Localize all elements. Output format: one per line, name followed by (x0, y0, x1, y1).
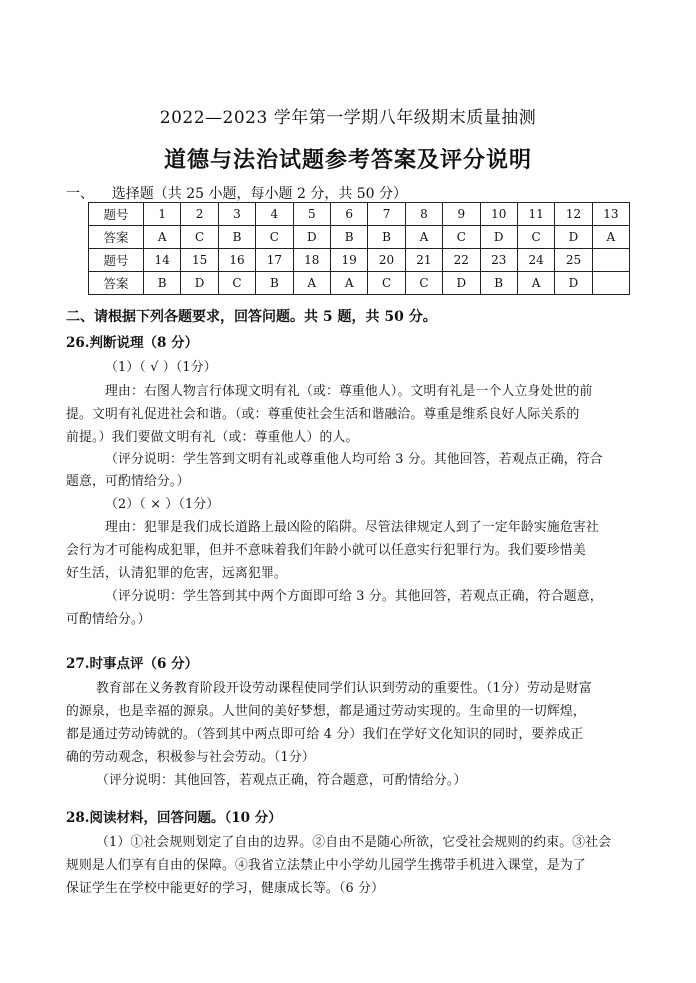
answer-cell: C (405, 272, 442, 295)
question-number: 23 (480, 249, 517, 272)
q26-text-line: 理由：右图人物言行体现文明有礼（或：尊重他人）。文明有礼是一个人立身处世的前 (105, 384, 593, 399)
q27-text-line: 教育部在义务教育阶段开设劳动课程使同学们认识到劳动的重要性。（1分）劳动是财富 (96, 681, 592, 696)
section2-heading: 二、请根据下列各题要求，回答问题。共 5 题，共 50 分。 (66, 309, 437, 325)
answer-cell: C (517, 226, 554, 249)
answer-cell: A (293, 272, 330, 295)
question-number: 8 (405, 203, 442, 226)
section1-heading: 一、 选择题（共 25 小题，每小题 2 分，共 50 分） (66, 186, 408, 202)
q27-scoring-note: （评分说明：其他回答，若观点正确，符合题意，可酌情给分。） (96, 773, 467, 788)
answer-cell: D (181, 272, 218, 295)
q26-text-line: 前提。）我们要做文明有礼（或：尊重他人）的人。 (66, 430, 359, 445)
table-row (89, 203, 630, 226)
answer-cell: C (218, 272, 255, 295)
q27-text-line: 的源泉，也是幸福的源泉。人世间的美好梦想，都是通过劳动实现的。生命里的一切辉煌， (66, 704, 586, 719)
question-number: 13 (592, 203, 629, 226)
q26-text-line: 会行为才可能构成犯罪，但并不意味着我们年龄小就可以任意实行犯罪行为。我们要珍惜美 (66, 543, 586, 558)
answer-cell: B (218, 226, 255, 249)
answer-cell: A (592, 226, 629, 249)
question-number: 7 (368, 203, 405, 226)
q27-text-line: 确的劳动观念，积极参与社会劳动。（1分） (66, 750, 315, 765)
question-number: 5 (293, 203, 330, 226)
answer-cell: C (443, 226, 480, 249)
document-title: 道德与法治试题参考答案及评分说明 (163, 147, 532, 173)
answer-cell: A (517, 272, 554, 295)
row-label: 答案 (89, 272, 144, 295)
question-number: 19 (330, 249, 367, 272)
answer-table (88, 202, 630, 295)
answer-cell: C (368, 272, 405, 295)
question-number: 12 (555, 203, 592, 226)
question-28-title: 28.阅读材料，回答问题。（10 分） (66, 810, 282, 826)
question-number: 20 (368, 249, 405, 272)
q26-scoring-note: （评分说明：学生答到其中两个方面即可给 3 分。其他回答，若观点正确，符合题意， (105, 589, 603, 604)
question-27-title: 27.时事点评（6 分） (66, 656, 199, 672)
q28-text-line: 规则是人们享有自由的保障。④我省立法禁止中小学幼儿园学生携带手机进入课堂，是为了 (66, 858, 586, 873)
q26-text-line: 可酌情给分。） (66, 612, 151, 627)
question-number: 25 (555, 249, 592, 272)
q26-part2-verdict: （2）（ × ）（1分） (105, 497, 220, 512)
question-number: 17 (256, 249, 293, 272)
table-row (89, 226, 630, 249)
exam-title: 2022—2023 学年第一学期八年级期末质量抽测 (159, 108, 537, 128)
answer-cell: B (330, 226, 367, 249)
table-row (89, 272, 630, 295)
answer-cell: B (256, 272, 293, 295)
question-number: 6 (330, 203, 367, 226)
q27-text-line: 都是通过劳动铸就的。（答到其中两点即可给 4 分）我们在学好文化知识的同时，要养成正 (66, 727, 584, 742)
question-number: 24 (517, 249, 554, 272)
question-number: 2 (181, 203, 218, 226)
question-number: 3 (218, 203, 255, 226)
answer-cell: B (368, 226, 405, 249)
question-number: 21 (405, 249, 442, 272)
row-label: 题号 (89, 249, 144, 272)
q26-text-line: 理由：犯罪是我们成长道路上最凶险的陷阱。尽管法律规定人到了一定年龄实施危害社 (105, 520, 599, 535)
question-number: 14 (144, 249, 181, 272)
answer-cell: B (480, 272, 517, 295)
q28-text-line: （1）①社会规则划定了自由的边界。②自由不是随心所欲，它受社会规则的约束。③社会 (96, 835, 612, 850)
answer-cell: D (555, 272, 592, 295)
row-label: 答案 (89, 226, 144, 249)
q28-text-line: 保证学生在学校中能更好的学习，健康成长等。（6 分） (66, 881, 385, 896)
answer-cell: D (555, 226, 592, 249)
q26-text-line: 题意，可酌情给分。） (66, 474, 190, 489)
answer-cell: A (144, 226, 181, 249)
question-number: 11 (517, 203, 554, 226)
answer-cell: D (480, 226, 517, 249)
question-26-title: 26.判断说理（8 分） (66, 335, 199, 351)
answer-cell: C (181, 226, 218, 249)
question-number: 9 (443, 203, 480, 226)
question-number: 4 (256, 203, 293, 226)
q26-text-line: 提。文明有礼促进社会和谐。（或：尊重使社会生活和谐融洽。尊重是维系良好人际关系的 (66, 407, 580, 422)
question-number: 16 (218, 249, 255, 272)
question-number: 1 (144, 203, 181, 226)
question-number: 18 (293, 249, 330, 272)
question-number: 10 (480, 203, 517, 226)
question-number: 15 (181, 249, 218, 272)
answer-cell: D (293, 226, 330, 249)
question-number: 22 (443, 249, 480, 272)
question-number (592, 249, 629, 272)
q26-text-line: 好生活，认清犯罪的危害，远离犯罪。 (66, 566, 287, 581)
q26-scoring-note: （评分说明：学生答到文明有礼或尊重他人均可给 3 分。其他回答，若观点正确，符合 (105, 452, 603, 467)
answer-cell: A (405, 226, 442, 249)
table-row (89, 249, 630, 272)
answer-cell: B (144, 272, 181, 295)
answer-cell: C (256, 226, 293, 249)
answer-cell: A (330, 272, 367, 295)
answer-cell: D (443, 272, 480, 295)
q26-part1-verdict: （1）（ √ ）（1分） (105, 360, 217, 375)
row-label: 题号 (89, 203, 144, 226)
answer-cell (592, 272, 629, 295)
